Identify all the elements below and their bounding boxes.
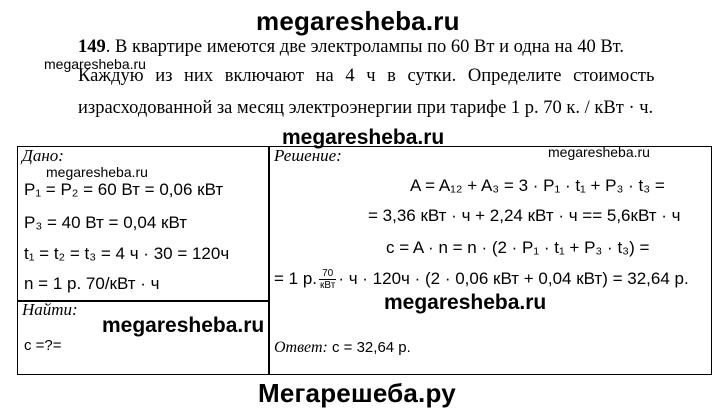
watermark-given-small: megaresheba.ru (46, 164, 148, 180)
given-line-1: P₁ = P₂ = 60 Вт = 0,06 кВт (24, 180, 224, 199)
answer-label: Ответ: (274, 339, 328, 356)
given-title: Дано: (22, 146, 64, 165)
problem-line-3: израсходованной за месяц электроэнергии при тарифе 1 р. 70 к. / кВт · ч. (78, 98, 654, 118)
solution-line-3: c = A · n = n · (2 · P₁ · t₁ + P₃ · t₃) = (386, 238, 650, 257)
watermark-find: megaresheba.ru (102, 314, 265, 337)
solution-line-4 (274, 268, 689, 291)
solution-title: Решение: (274, 146, 342, 165)
solution-line-1: A = A₁₂ + A₃ = 3 · P₁ · t₁ + P₃ · t₃ = (410, 176, 665, 195)
watermark-center: megaresheba.ru (384, 291, 547, 314)
tariff-fraction-numerator: 70 (319, 268, 336, 280)
find-line-1: c =?= (24, 337, 62, 354)
given-line-4: n = 1 р. 70/кВт · ч (24, 274, 160, 293)
watermark-left-small: megaresheba.ru (44, 56, 146, 72)
tariff-fraction (319, 268, 336, 291)
problem-line-2: Каждую из них включают на 4 ч в сутки. Определите стоимость (78, 66, 655, 86)
given-line-2: P₃ = 40 Вт = 0,04 кВт (24, 213, 188, 232)
problem-line-1-text: . В квартире имеются две электролампы по 60 Вт и одна на 40 Вт. (105, 37, 624, 57)
watermark-middle: megaresheba.ru (282, 126, 445, 149)
problem-line-1 (78, 37, 624, 58)
table-vertical-divider (268, 146, 270, 375)
watermark-top: megaresheba.ru (256, 6, 460, 36)
answer (274, 339, 411, 357)
watermark-bottom: Мегарешеба.ру (258, 378, 456, 408)
watermark-solution-small: megaresheba.ru (548, 144, 650, 160)
solution-line-2: = 3,36 кВт · ч + 2,24 кВт · ч == 5,6кВт · ч (368, 206, 681, 225)
tariff-fraction-denominator: кВт (320, 280, 336, 291)
given-line-3: t₁ = t₂ = t₃ = 4 ч · 30 = 120ч (24, 244, 230, 263)
solution-line-4-prefix: = 1 р. (274, 268, 318, 288)
problem-number: 149 (78, 37, 106, 57)
answer-value: c = 32,64 р. (327, 339, 411, 356)
solution-line-4-suffix: · ч · 120ч · (2 · 0,06 кВт + 0,04 кВт) = 32,64 р. (338, 268, 689, 288)
find-title: Найти: (22, 300, 78, 319)
